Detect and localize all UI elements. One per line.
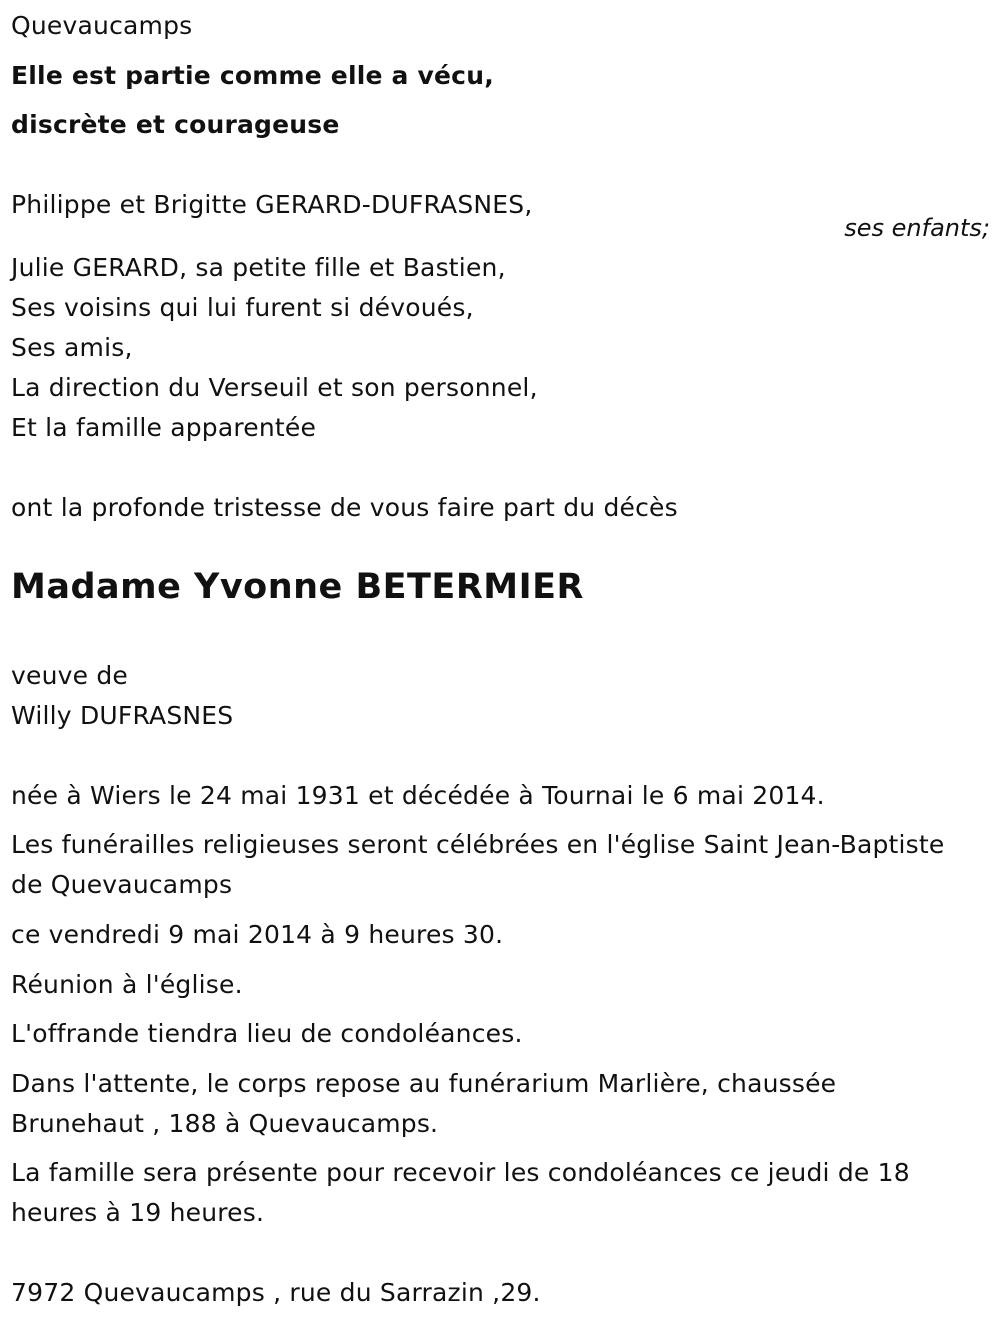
widow-of-label: veuve de xyxy=(11,661,128,690)
family-member-line: La direction du Verseuil et son personnel, xyxy=(11,373,538,402)
family-member-line: Et la famille apparentée xyxy=(11,413,317,442)
family-presence-line-1: La famille sera présente pour recevoir les condoléances ce jeudi de 18 xyxy=(11,1158,910,1187)
birth-death-info: née à Wiers le 24 mai 1931 et décédée à Tournai le 6 mai 2014. xyxy=(11,781,825,810)
announcement-text: ont la profonde tristesse de vous faire part du décès xyxy=(11,493,678,522)
meeting-info: Réunion à l'église. xyxy=(11,970,243,999)
resting-place-line-1: Dans l'attente, le corps repose au funérarium Marlière, chaussée xyxy=(11,1069,837,1098)
funeral-info-line-2: de Quevaucamps xyxy=(11,870,233,899)
offering-info: L'offrande tiendra lieu de condoléances. xyxy=(11,1019,523,1048)
resting-place-line-2: Brunehaut , 188 à Quevaucamps. xyxy=(11,1109,439,1138)
deceased-name: Madame Yvonne BETERMIER xyxy=(11,567,585,607)
spouse-name: Willy DUFRASNES xyxy=(11,701,234,730)
family-member-line: Julie GERARD, sa petite fille et Bastien, xyxy=(11,253,506,282)
funeral-date: ce vendredi 9 mai 2014 à 9 heures 30. xyxy=(11,920,504,949)
funeral-info-line-1: Les funérailles religieuses seront célébrées en l'église Saint Jean-Baptiste xyxy=(11,830,945,859)
family-presence-line-2: heures à 19 heures. xyxy=(11,1198,265,1227)
motto-line-2: discrète et courageuse xyxy=(11,110,340,139)
children-names: Philippe et Brigitte GERARD-DUFRASNES, xyxy=(11,190,533,219)
family-member-line: Ses amis, xyxy=(11,333,133,362)
family-member-line: Ses voisins qui lui furent si dévoués, xyxy=(11,293,474,322)
address: 7972 Quevaucamps , rue du Sarrazin ,29. xyxy=(11,1278,541,1307)
children-role: ses enfants; xyxy=(844,214,990,242)
motto-line-1: Elle est partie comme elle a vécu, xyxy=(11,61,494,90)
locality-heading: Quevaucamps xyxy=(11,11,193,40)
